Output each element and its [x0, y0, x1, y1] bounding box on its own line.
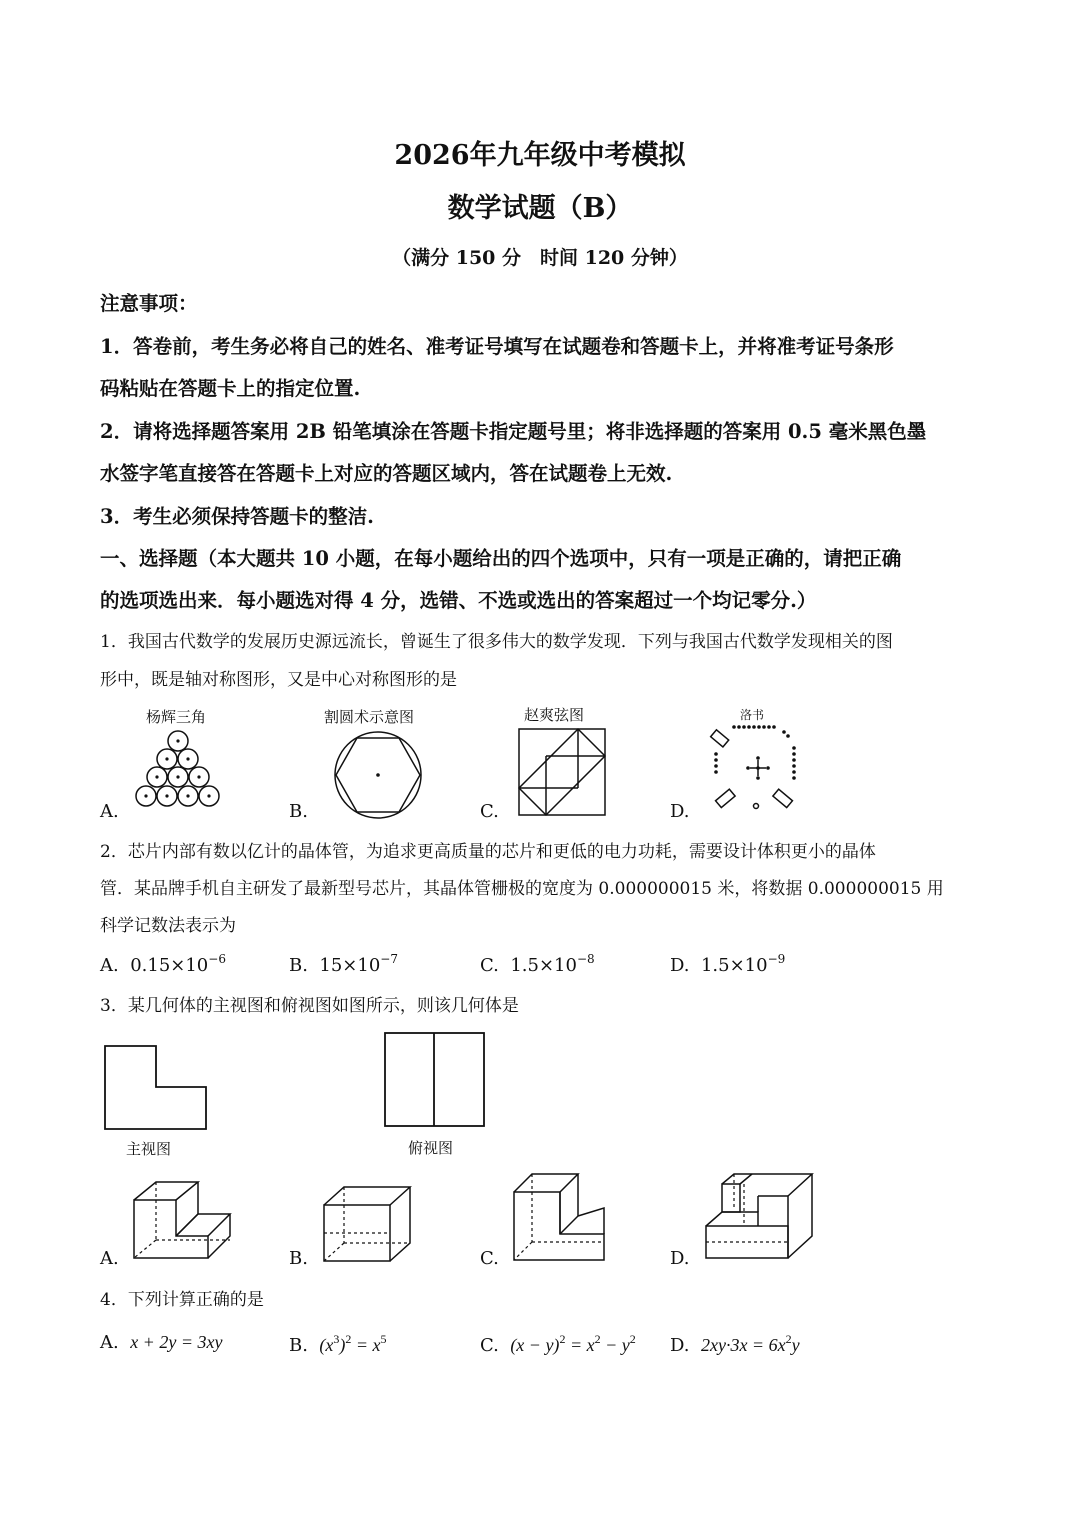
q1-stem-cont: 形中，既是轴对称图形，又是中心对称图形的是 [100, 670, 457, 690]
notice-heading: 注意事项： [100, 292, 198, 315]
section-heading-cont: 的选项选出来．每小题选对得 4 分，选错、不选或选出的答案超过一个均记零分.） [100, 589, 817, 612]
section-heading: 一、选择题（本大题共 10 小题，在每小题给出的四个选项中，只有一项是正确的，请把正确 [100, 547, 902, 570]
q1-caption-a: 杨辉三角 [146, 708, 207, 726]
q2-option-a: A. $0.15\times 10^{-6}$ [100, 952, 226, 976]
q4-stem: 4．下列计算正确的是 [100, 1290, 264, 1310]
luoshu-figure [706, 722, 806, 814]
q4-option-a: A. x + 2y = 3xy [100, 1332, 223, 1353]
q3-option-a-letter: A. [100, 1248, 119, 1269]
q4-option-b: B. $(x^3)^2 = x^5$ [289, 1332, 387, 1356]
yanghui-triangle-figure [130, 730, 225, 815]
solid-b-figure [322, 1185, 414, 1263]
front-view-figure [104, 1045, 208, 1131]
zhaoshuang-diagram-figure [518, 728, 606, 816]
notice-item-2: 2．请将选择题答案用 2B 铅笔填涂在答题卡指定题号里；将非选择题的答案用 0.5 毫米黑色墨 [100, 420, 927, 443]
exam-subject: 数学试题（B） [447, 193, 633, 224]
notice-item-1: 1．答卷前，考生务必将自己的姓名、准考证号填写在试题卷和答题卡上，并将准考证号条形 [100, 335, 894, 358]
q1-option-c-letter: C. [480, 801, 499, 822]
q1-option-b-letter: B. [289, 801, 308, 822]
notice-item-1-cont: 码粘贴在答题卡上的指定位置. [100, 377, 361, 400]
q1-option-a-letter: A. [100, 801, 119, 822]
top-view-figure [384, 1032, 486, 1128]
q4-option-c: C. $(x - y)^2 = x^2 - y^2$ [480, 1332, 636, 1356]
q3-option-d-letter: D. [670, 1248, 690, 1269]
solid-d-figure [704, 1172, 816, 1262]
q4-option-d: D. $2xy\cdot 3x = 6x^2y$ [670, 1332, 800, 1356]
solid-c-figure [512, 1172, 612, 1264]
notice-item-3: 3．考生必须保持答题卡的整洁. [100, 505, 374, 528]
notice-item-2-cont: 水签字笔直接答在答题卡上对应的答题区域内，答在试题卷上无效. [100, 462, 673, 485]
q2-stem: 2．芯片内部有数以亿计的晶体管，为追求更高质量的芯片和更低的电力功耗，需要设计体积更小的晶体 [100, 842, 876, 862]
top-view-caption: 俯视图 [408, 1139, 454, 1157]
q1-caption-b: 割圆术示意图 [324, 708, 415, 726]
q2-option-c: C. $1.5\times 10^{-8}$ [480, 952, 595, 976]
q1-stem: 1．我国古代数学的发展历史源远流长，曾诞生了很多伟大的数学发现．下列与我国古代数学发现相关的图 [100, 632, 893, 652]
front-view-caption: 主视图 [126, 1140, 172, 1158]
q2-option-b: B. $15\times 10^{-7}$ [289, 952, 398, 976]
q1-option-d-letter: D. [670, 801, 690, 822]
solid-a-figure [132, 1180, 240, 1262]
q3-option-c-letter: C. [480, 1248, 499, 1269]
q2-stem-cont: 管．某品牌手机自主研发了最新型号芯片，其晶体管栅极的宽度为 0.000000015 米，将数据 0.000000015 用 [100, 879, 944, 899]
exam-meta: （满分 150 分 时间 120 分钟） [392, 247, 688, 269]
q3-option-b-letter: B. [289, 1248, 308, 1269]
q2-option-d: D. $1.5\times 10^{-9}$ [670, 952, 786, 976]
q1-caption-d: 洛书 [740, 708, 765, 722]
q2-stem-cont2: 科学记数法表示为 [100, 916, 236, 936]
q3-stem: 3．某几何体的主视图和俯视图如图所示，则该几何体是 [100, 996, 519, 1016]
exam-title: 2026年九年级中考模拟 [394, 140, 686, 171]
q1-caption-c: 赵爽弦图 [524, 706, 585, 724]
circle-hexagon-figure [333, 730, 423, 820]
